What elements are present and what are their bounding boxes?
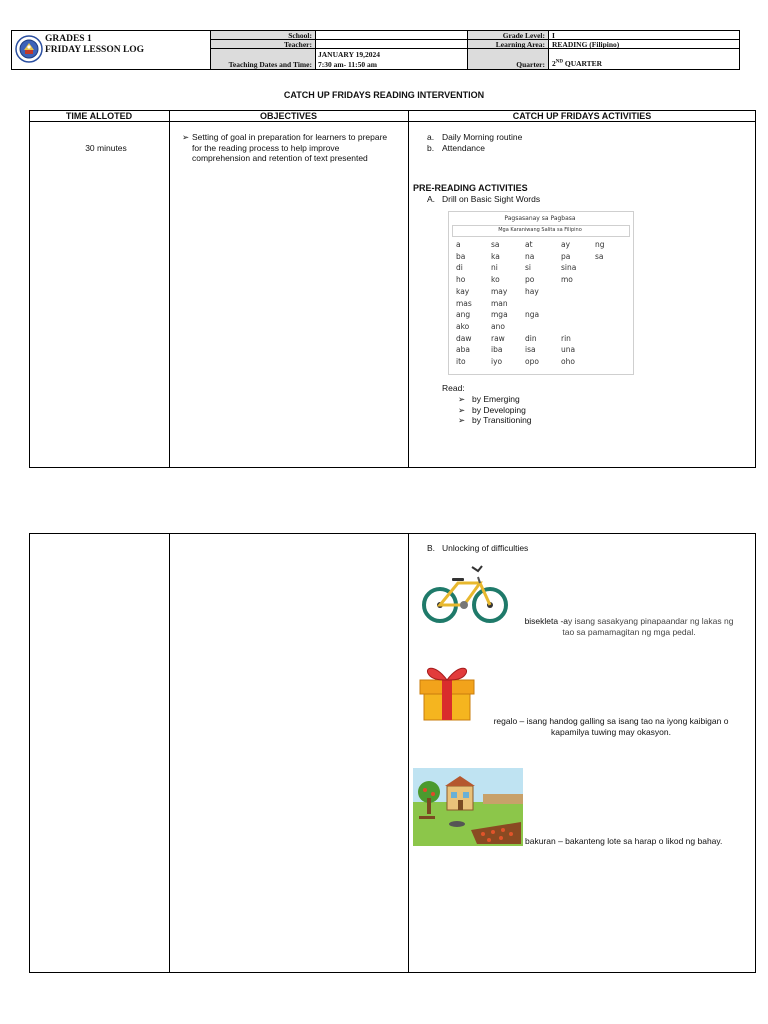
gift-line-1: regalo – isang handog galling sa isang tao na iyong kaibigan o [493,716,729,726]
objective-item [182,132,392,164]
routine-b-marker: b. [427,143,435,153]
quarter-label: Quarter: [516,60,545,69]
objective-text: Setting of goal in preparation for learners to prepare for the reading process to help improve comprehension and retention of text presented [192,132,388,163]
col-time-header: TIME ALLOTED [65,111,133,121]
gift-icon [416,658,478,722]
sight-word: ano [491,321,505,331]
activities-table-2 [29,533,756,973]
sight-word: po [525,275,535,285]
bike-line-2: tao sa pamamagitan ng mga pedal. [562,626,696,637]
sight-word: at [525,240,533,249]
grade-level-label: Grade Level: [502,31,545,40]
sight-word: kay [456,286,470,296]
arrow-bullet-icon: ➢ [458,404,466,415]
read-item: by Emerging [472,394,520,404]
sight-word: mas [456,298,472,308]
sight-word: isa [525,345,536,355]
unlocking-heading: Unlocking of difficulties [442,543,529,553]
sight-word: ba [456,251,466,261]
read-item: by Transitioning [472,415,532,425]
grade-text: GRADES 1 [45,34,92,44]
routine-a-marker: a. [427,132,435,142]
quarter-number: 2 [552,59,556,68]
sight-word: ito [456,357,466,366]
col-divider [408,533,409,973]
sight-word: oho [561,357,575,366]
bicycle-icon [420,563,510,625]
col-divider [169,533,170,973]
sight-words-subtitle: Mga Karaniwang Salita sa Filipino [498,227,582,233]
yard-illustration [413,768,523,846]
grade-level-value: I [552,31,555,40]
unlocking-marker: B. [427,543,436,553]
sight-word: aba [456,345,470,355]
sight-word: pa [561,251,571,261]
time-value: 7:30 am- 11:50 am [318,60,377,69]
sight-word: opo [525,357,539,366]
learning-area-value: READING (Filipino) [552,40,620,49]
routine-a: Daily Morning routine [442,132,523,142]
sight-word: sa [491,240,500,249]
read-label: Read: [442,383,465,393]
dates-value: JANUARY 19,2024 [318,50,380,59]
sight-word: daw [456,333,472,343]
activities-table-1 [29,110,756,468]
sight-word: din [525,333,537,343]
drill-marker: A. [427,194,436,204]
page-title: CATCH UP FRIDAYS READING INTERVENTION [283,90,485,100]
drill-text: Drill on Basic Sight Words [442,194,541,204]
table-header-line [29,121,756,122]
sight-word: iyo [491,357,503,366]
arrow-bullet-icon: ➢ [182,132,190,142]
sight-word: mga [491,310,508,320]
gift-line-2: kapamilya tuwing may okasyon. [550,726,671,737]
header-title [45,34,144,56]
sight-word: una [561,345,576,355]
sight-word: ang [456,310,471,320]
sight-word: na [525,251,535,261]
yard-definition: bakuran – bakanteng lote sa harap o likod ng bahay. [525,836,723,846]
sight-word: ho [456,275,466,285]
col-objectives-header: OBJECTIVES [259,111,317,121]
dates-label: Teaching Dates and Time: [228,60,312,69]
sight-word: si [525,263,531,273]
teacher-label: Teacher: [283,40,312,49]
routine-b: Attendance [442,143,486,153]
sight-word: ng [595,240,605,249]
sight-word: may [491,286,508,296]
school-label: School: [288,31,312,40]
log-text: FRIDAY LESSON LOG [45,45,145,55]
col-activities-header: CATCH UP FRIDAYS ACTIVITIES [512,111,652,121]
sight-word: sina [561,263,577,273]
quarter-suffix: QUARTER [564,59,603,68]
read-item: by Developing [472,404,526,415]
arrow-bullet-icon: ➢ [458,394,466,404]
bike-word: bisekleta -a [524,616,569,626]
bike-line-1 [514,616,744,627]
grid-line [548,30,549,70]
learning-area-label: Learning Area: [495,40,545,49]
col-divider [408,110,409,468]
sight-word: di [456,263,463,273]
time-allotted: 30 minutes [85,143,127,153]
sight-word: ako [456,321,470,331]
sight-word: ko [491,275,500,285]
pre-reading-heading: PRE-READING ACTIVITIES [413,183,528,193]
sight-word: ni [491,263,498,273]
sight-word: ay [561,240,571,249]
sight-word: sa [595,251,604,261]
grid-line [315,30,316,70]
sight-word: rin [561,333,571,343]
sight-word: mo [561,275,573,285]
sight-word: iba [491,345,503,355]
bike-definition [514,616,744,637]
gift-definition [480,716,742,737]
deped-seal-icon [15,32,43,66]
quarter-sup: ND [555,59,563,65]
sight-word: raw [491,333,505,343]
sight-word: nga [525,310,540,320]
sight-word: man [491,298,508,308]
quarter-value [552,59,602,68]
sight-word: a [456,240,461,249]
col-divider [169,110,170,468]
sight-words-title: Pagsasanay sa Pagbasa [504,215,576,222]
bike-rest: y isang sasakyang pinapaandar ng lakas ng [568,616,734,626]
arrow-bullet-icon: ➢ [458,415,466,425]
sight-word: ka [491,251,500,261]
sight-word: hay [525,286,539,296]
